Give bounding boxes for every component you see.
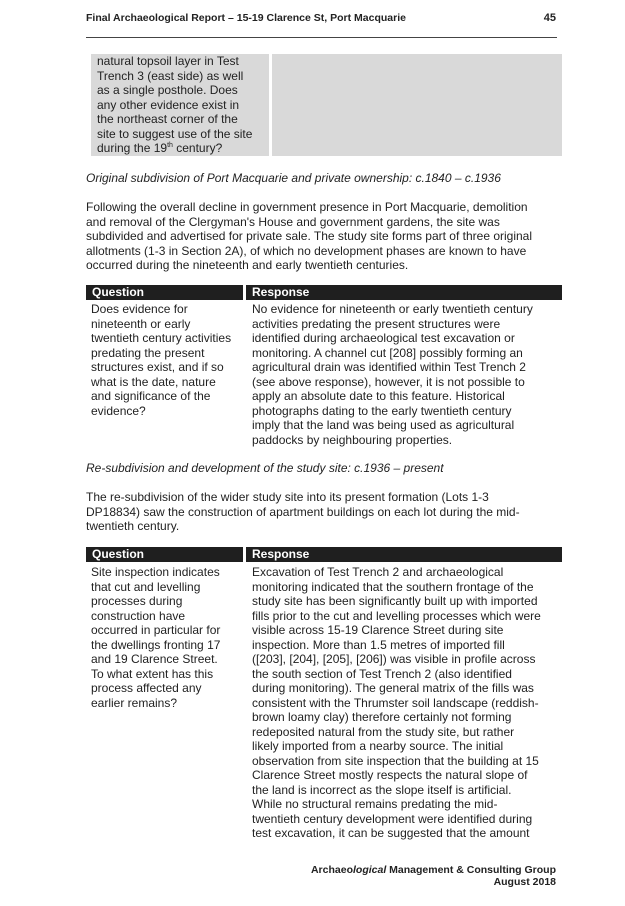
text-line: process affected any — [91, 681, 202, 695]
text-line: imply that the land was being used as agricultural — [252, 418, 515, 432]
continued-question-text — [97, 54, 252, 156]
text-line: identified during archaeological test excavation or — [252, 331, 515, 345]
text-line: twentieth century. — [86, 519, 180, 533]
text-line: earlier remains? — [91, 695, 178, 710]
text-line: Does evidence for — [91, 302, 188, 316]
section-heading: Original subdivision of Port Macquarie and private ownership: c.1840 – c.1936 — [86, 171, 501, 185]
text-line: Trench 3 (east side) as well — [97, 68, 244, 83]
text-line: as a single posthole. Does — [97, 83, 238, 97]
header-divider — [86, 37, 557, 38]
text-line: brown loamy clay) therefore certainly not forming — [252, 710, 512, 724]
response-cell — [252, 302, 533, 447]
text-line: what is the date, nature — [91, 374, 216, 389]
page-number: 45 — [543, 12, 556, 24]
footer-organisation — [311, 864, 556, 876]
section-paragraph — [86, 200, 561, 273]
text-line: No evidence for nineteenth or early twentieth century — [252, 302, 533, 316]
text-line: Following the overall decline in government presence in Port Macquarie, demolition — [86, 200, 528, 214]
text-line: agricultural drain was identified within Test Trench 2 — [252, 360, 526, 374]
org-name-part-italic: logical — [352, 864, 387, 876]
table-header-row — [86, 285, 562, 300]
text-line: redeposited natural from the study site, but rather — [252, 724, 515, 739]
text-line: photographs dating to the early twentieth century — [252, 403, 512, 418]
org-name-part: Management & Consulting Group — [386, 864, 556, 876]
response-cell — [252, 565, 541, 841]
response-cell-continued — [272, 54, 562, 156]
text-line: ([203], [204], [205], [206]) was visible in profile across — [252, 652, 536, 666]
text-line: and significance of the — [91, 389, 211, 403]
text-line: subdivided and advertised for private sale. The study site forms part of three original — [86, 229, 533, 243]
text-line: While no structural remains predating the mid- — [252, 797, 498, 811]
text-line: activities predating the present structures were — [252, 316, 501, 331]
text-line: inspection. More than 1.5 metres of imported fill — [252, 637, 505, 652]
text-line: test excavation, it can be suggested that the amount — [252, 826, 530, 840]
text-line: the south section of Test Trench 2 (also identified — [252, 666, 512, 681]
section-paragraph — [86, 490, 561, 534]
text-line: paddocks by neighbouring properties. — [252, 432, 453, 447]
text-line: the dwellings fronting 17 — [91, 637, 221, 652]
text-line: twentieth century development were identified during — [252, 811, 533, 826]
text-line: fills prior to the cut and levelling processes which were — [252, 608, 541, 623]
column-header-question: Question — [92, 547, 145, 561]
superscript: th — [167, 142, 173, 149]
text-line: visible across 15-19 Clarence Street during site — [252, 623, 504, 637]
text-line: To what extent has this — [91, 666, 214, 681]
column-header-response: Response — [252, 547, 310, 561]
org-name-part: Archaeo — [310, 864, 353, 876]
text-line: Site inspection indicates — [91, 565, 220, 579]
text-line: likely imported from a nearby source. The initial — [252, 739, 504, 753]
report-title: Final Archaeological Report – 15-19 Clarence St, Port Macquarie — [86, 12, 406, 24]
text-line: monitoring indicated that the southern frontage of the — [252, 579, 534, 594]
text-line: Clarence Street mostly respects the natural slope of — [252, 768, 528, 782]
text-line: occurred during the nineteenth and early twentieth centuries. — [86, 258, 409, 272]
text-line: during monitoring). The general matrix of the fills was — [252, 681, 534, 695]
text-line: and removal of the Clergyman's House and government gardens, the site was — [86, 214, 500, 229]
text-line: consistent with the Thrumster soil landscape (reddish- — [252, 695, 539, 710]
text-line: (see above response), however, it is not possible to — [252, 374, 525, 389]
text-line: occurred in particular for — [91, 623, 221, 637]
question-cell — [91, 565, 220, 710]
text-line: construction have — [91, 608, 186, 623]
text-line: Excavation of Test Trench 2 and archaeological — [252, 565, 504, 579]
text-line: DP18834) saw the construction of apartment buildings on each lot during the mid- — [86, 504, 520, 519]
text-line: nineteenth or early — [91, 316, 191, 331]
text-line: the northeast corner of the — [97, 112, 238, 126]
text-line: any other evidence exist in — [97, 97, 240, 112]
text-line: monitoring. A channel cut [208] possibly forming an — [252, 345, 523, 360]
text-line: natural topsoil layer in Test — [97, 54, 239, 68]
text-line: and 19 Clarence Street. — [91, 652, 218, 666]
text-line: site to suggest use of the site — [97, 126, 253, 141]
text-line: predating the present — [91, 345, 205, 360]
question-cell — [91, 302, 231, 418]
text-line: observation from site inspection that the building at 15 — [252, 753, 539, 768]
section-heading: Re-subdivision and development of the study site: c.1936 – present — [86, 461, 444, 475]
text-line: that cut and levelling — [91, 579, 201, 594]
text-line: twentieth century activities — [91, 331, 232, 345]
text-line: structures exist, and if so — [91, 360, 224, 374]
text-fragment: century? — [172, 141, 223, 155]
text-line: allotments (1-3 in Section 2A), of which no development phases are known to have — [86, 243, 527, 258]
text-line — [97, 141, 252, 156]
text-line: The re-subdivision of the wider study site into its present formation (Lots 1-3 — [86, 490, 489, 504]
text-fragment: during the 19 — [97, 141, 168, 155]
column-divider — [243, 285, 246, 300]
text-line: processes during — [91, 594, 183, 608]
column-header-question: Question — [92, 285, 145, 299]
text-line: evidence? — [91, 403, 146, 418]
footer-date: August 2018 — [493, 876, 556, 888]
column-header-response: Response — [252, 285, 310, 299]
text-line: study site has been significantly built up with imported — [252, 594, 538, 608]
text-line: the land is incorrect as the slope itself is artificial. — [252, 782, 512, 797]
column-divider — [243, 547, 246, 562]
text-line: apply an absolute date to this feature. Historical — [252, 389, 505, 403]
table-header-row — [86, 547, 562, 562]
